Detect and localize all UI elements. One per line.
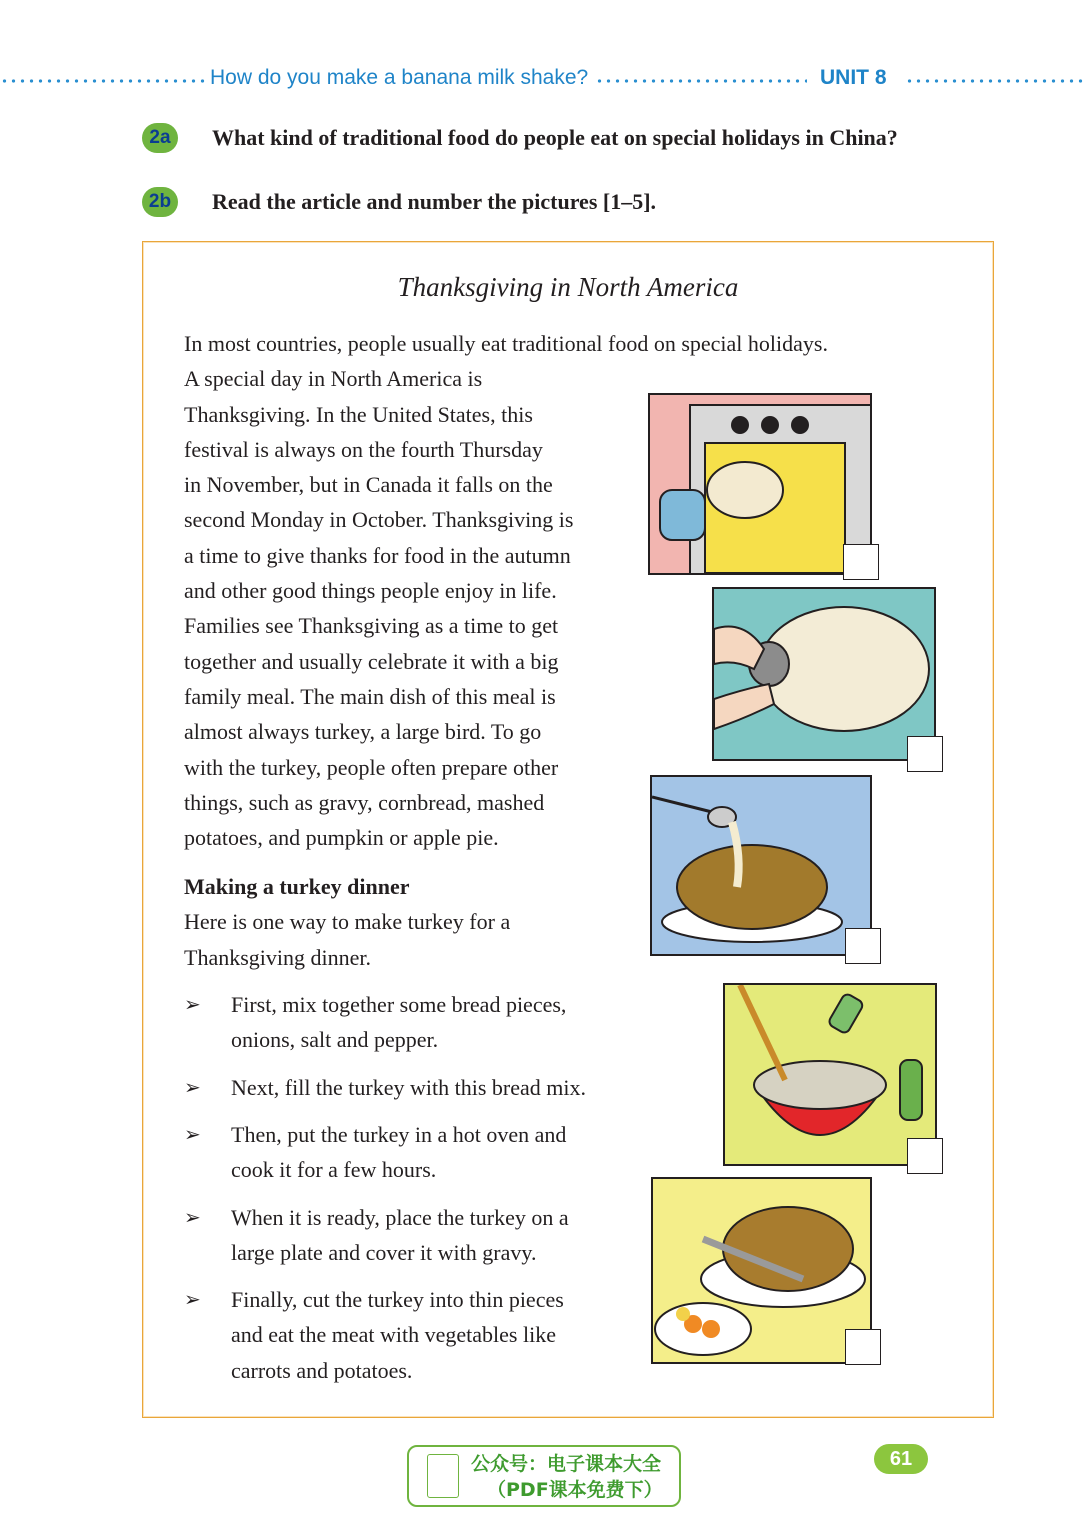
task-2a: [142, 123, 898, 153]
dotted-rule: [595, 79, 807, 83]
text-line: When it is ready, place the turkey on a: [231, 1205, 569, 1230]
text-line: First, mix together some bread pieces,: [231, 992, 567, 1017]
arrow-bullet-icon: ➢: [184, 992, 201, 1016]
page-number: 61: [874, 1444, 928, 1474]
text-line: with the turkey, people often prepare other: [184, 754, 559, 780]
carving-icon: [653, 1179, 870, 1362]
arrow-bullet-icon: ➢: [184, 1075, 201, 1099]
gravy-icon: [652, 777, 870, 954]
text-line: Finally, cut the turkey into thin pieces: [231, 1287, 564, 1312]
unit-label: UNIT 8: [820, 66, 887, 89]
task-badge: 2b: [142, 187, 178, 217]
text-line: Thanksgiving. In the United States, this: [184, 401, 533, 427]
task-badge: 2a: [142, 123, 178, 153]
oven-turkey-picture: [648, 393, 872, 575]
book-icon: [427, 1454, 459, 1498]
text-line: family meal. The main dish of this meal is: [184, 683, 556, 709]
footer-text: （PDF课本免费下）: [487, 1479, 663, 1501]
arrow-bullet-icon: ➢: [184, 1122, 201, 1146]
task-instruction: What kind of traditional food do people eat on special holidays in China?: [212, 125, 898, 150]
oven-icon: [650, 395, 870, 573]
text-line: potatoes, and pumpkin or apple pie.: [184, 825, 499, 851]
text-line: In most countries, people usually eat traditional food on special holidays.: [184, 331, 828, 356]
text-line: and eat the meat with vegetables like: [231, 1322, 556, 1348]
footer-text: 公众号：电子课本大全: [471, 1453, 662, 1475]
text-line: and other good things people enjoy in life.: [184, 578, 557, 604]
text-line: carrots and potatoes.: [231, 1357, 413, 1383]
dotted-rule: [0, 79, 205, 83]
text-line: festival is always on the fourth Thursday: [184, 436, 543, 462]
answer-box[interactable]: [845, 1329, 881, 1365]
footer-watermark: [407, 1445, 681, 1507]
text-line: together and usually celebrate it with a big: [184, 648, 559, 674]
answer-box[interactable]: [907, 736, 943, 772]
answer-box[interactable]: [907, 1138, 943, 1174]
text-line: second Monday in October. Thanksgiving is: [184, 507, 574, 533]
text-line: almost always turkey, a large bird. To go: [184, 719, 542, 745]
turkey-icon: [714, 589, 934, 759]
carving-turkey-picture: [651, 1177, 872, 1364]
gravy-turkey-picture: [650, 775, 872, 956]
answer-box[interactable]: [843, 544, 879, 580]
lesson-title: How do you make a banana milk shake?: [210, 66, 589, 89]
text-line: Thanksgiving dinner.: [184, 944, 371, 970]
text-line: things, such as gravy, cornbread, mashed: [184, 789, 545, 815]
bowl-icon: [725, 985, 935, 1164]
article-title: Thanksgiving in North America: [397, 272, 739, 302]
running-header: [0, 66, 1087, 98]
text-line: a time to give thanks for food in the autumn: [184, 542, 571, 568]
text-line: in November, but in Canada it falls on the: [184, 472, 553, 498]
dotted-rule: [905, 79, 1087, 83]
text-line: cook it for a few hours.: [231, 1157, 437, 1183]
text-line: Next, fill the turkey with this bread mix.: [231, 1075, 586, 1100]
mixing-bowl-picture: [723, 983, 937, 1166]
text-line: large plate and cover it with gravy.: [231, 1240, 537, 1266]
task-instruction: Read the article and number the pictures [1–5].: [212, 189, 657, 214]
text-line: Here is one way to make turkey for a: [184, 909, 511, 935]
task-2b: [142, 187, 656, 217]
text-line: Then, put the turkey in a hot oven and: [231, 1122, 567, 1147]
stuffing-turkey-picture: [712, 587, 936, 761]
section-heading: Making a turkey dinner: [184, 874, 410, 899]
answer-box[interactable]: [845, 928, 881, 964]
text-line: A special day in North America is: [184, 366, 483, 392]
arrow-bullet-icon: ➢: [184, 1205, 201, 1229]
arrow-bullet-icon: ➢: [184, 1287, 201, 1311]
text-line: Families see Thanksgiving as a time to get: [184, 613, 559, 639]
text-line: onions, salt and pepper.: [231, 1027, 439, 1053]
method-section: [184, 869, 510, 975]
